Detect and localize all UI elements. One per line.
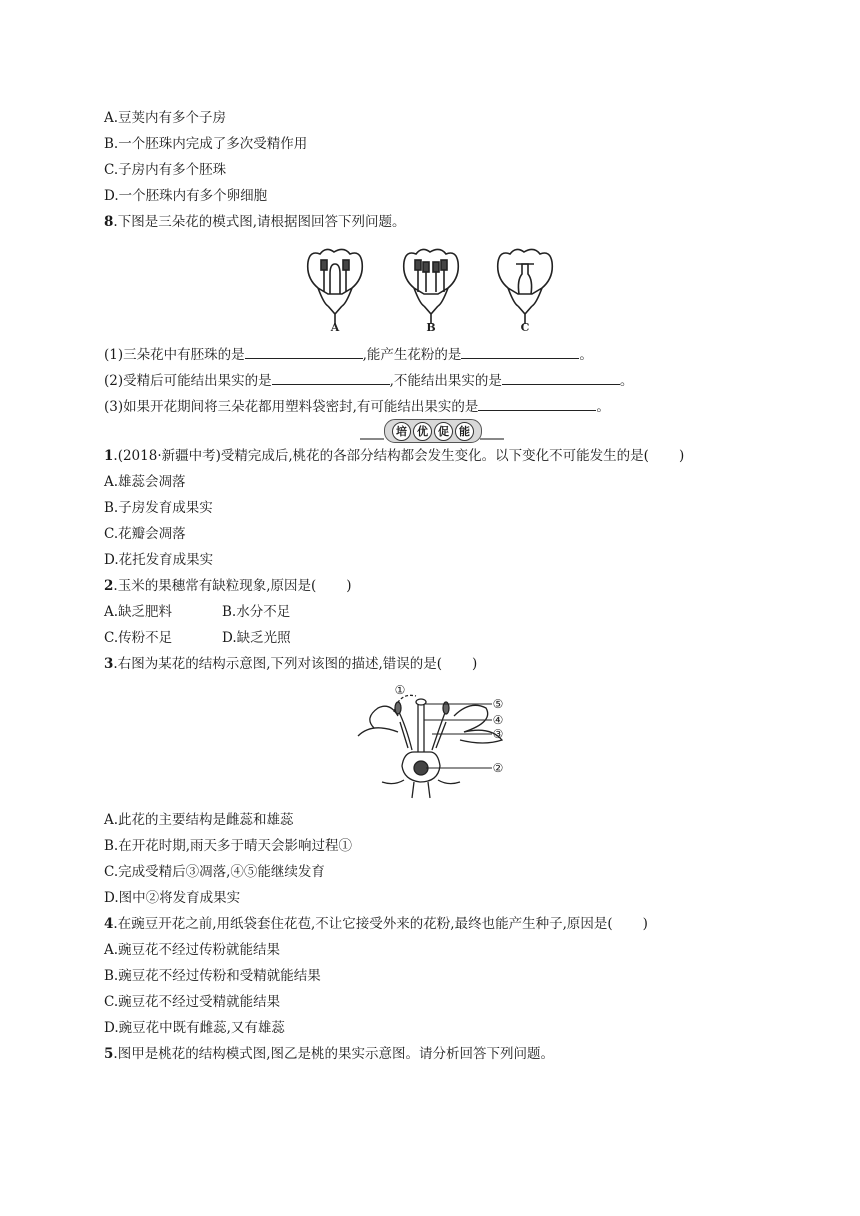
answer-blank[interactable] <box>245 344 363 359</box>
label-5: ⑤ <box>492 697 504 711</box>
label-1: ① <box>394 683 406 697</box>
q7-option-c: C.子房内有多个胚珠 <box>104 162 227 178</box>
p3-option-a: A.此花的主要结构是雌蕊和雄蕊 <box>104 812 294 828</box>
answer-blank[interactable] <box>478 396 596 411</box>
p1-stem: 1.(2018·新疆中考)受精完成后,桃花的各部分结构都会发生变化。以下变化不可能发生的是( ) <box>104 448 685 464</box>
q7-option-d: D.一个胚珠内有多个卵细胞 <box>104 188 268 204</box>
p1-option-d: D.花托发育成果实 <box>104 552 214 568</box>
q8-sub3: (3)如果开花期间将三朵花都用塑料袋密封,有可能结出果实的是 。 <box>104 396 610 417</box>
p2-options-row1: A.缺乏肥料 B.水分不足 <box>104 604 291 620</box>
label-3: ③ <box>492 727 504 741</box>
section-banner: 培 优 促 能 <box>384 419 482 443</box>
label-2: ② <box>492 761 504 775</box>
p2-options-row2: C.传粉不足 D.缺乏光照 <box>104 630 291 646</box>
p1-option-c: C.花瓣会凋落 <box>104 526 186 542</box>
q7-option-a: A.豆荚内有多个子房 <box>104 110 227 126</box>
p5-stem: 5.图甲是桃花的结构模式图,图乙是桃的果实示意图。请分析回答下列问题。 <box>104 1046 554 1062</box>
p4-option-b: B.豌豆花不经过传粉和受精就能结果 <box>104 968 321 984</box>
label-4: ④ <box>492 713 504 727</box>
p3-stem: 3.右图为某花的结构示意图,下列对该图的描述,错误的是( ) <box>104 656 478 672</box>
flower-a <box>308 249 363 324</box>
p2-stem: 2.玉米的果穗常有缺粒现象,原因是( ) <box>104 578 352 594</box>
three-flowers-figure <box>298 244 568 336</box>
flower-c <box>498 249 553 324</box>
q8-sub2: (2)受精后可能结出果实的是 ,不能结出果实的是 。 <box>104 370 633 391</box>
flower-b <box>404 249 459 324</box>
p1-option-a: A.雄蕊会凋落 <box>104 474 186 490</box>
flower-a-label: A <box>330 321 340 334</box>
p4-stem: 4.在豌豆开花之前,用纸袋套住花苞,不让它接受外来的花粉,最终也能产生种子,原因是( ) <box>104 916 648 932</box>
q8-sub1: (1)三朵花中有胚珠的是 ,能产生花粉的是 。 <box>104 344 593 365</box>
answer-blank[interactable] <box>461 344 579 359</box>
p1-option-b: B.子房发育成果实 <box>104 500 213 516</box>
p3-option-b: B.在开花时期,雨天多于晴天会影响过程① <box>104 838 353 854</box>
p4-option-d: D.豌豆花中既有雌蕊,又有雄蕊 <box>104 1020 285 1036</box>
flower-c-label: C <box>520 321 530 334</box>
p3-option-c: C.完成受精后③凋落,④⑤能继续发育 <box>104 864 325 880</box>
banner-rule-left <box>360 438 384 440</box>
banner-rule-right <box>480 438 504 440</box>
p3-option-d: D.图中②将发育成果实 <box>104 890 241 906</box>
q8-stem: 8.下图是三朵花的模式图,请根据图回答下列问题。 <box>104 214 406 230</box>
answer-blank[interactable] <box>272 370 390 385</box>
flower-structure-figure <box>354 682 514 802</box>
p4-option-a: A.豌豆花不经过传粉就能结果 <box>104 942 281 958</box>
q7-option-b: B.一个胚珠内完成了多次受精作用 <box>104 136 308 152</box>
p4-option-c: C.豌豆花不经过受精就能结果 <box>104 994 281 1010</box>
answer-blank[interactable] <box>502 370 620 385</box>
flower-b-label: B <box>426 321 436 334</box>
